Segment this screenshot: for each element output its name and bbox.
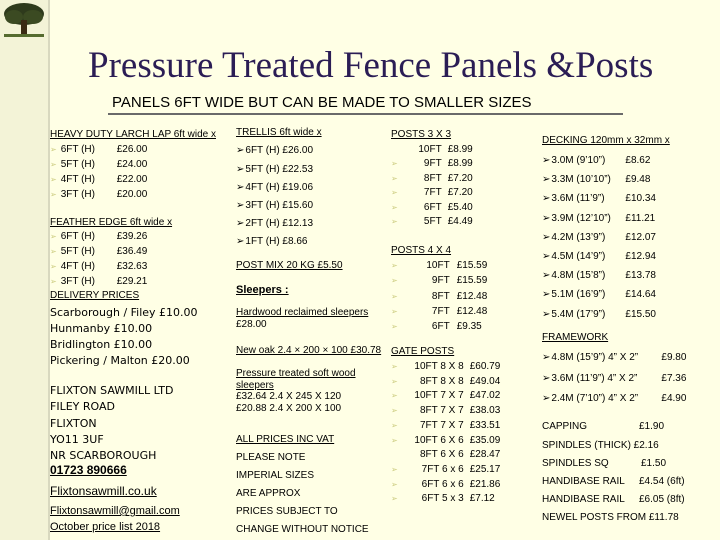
list-item: 10FT £8.99 <box>418 144 473 155</box>
list-item: ➢ 6FT (H) £26.00 <box>50 144 148 155</box>
heavy-duty-header: HEAVY DUTY LARCH LAP 6ft wide x <box>50 129 216 140</box>
price-list-date: October price list 2018 <box>50 521 161 533</box>
trellis-item: ➢1FT (H) £8.66 <box>236 236 308 247</box>
hardwood-sleepers: Hardwood reclaimed sleepers £28.00 <box>236 307 369 330</box>
list-item: ➢ 4FT (H) £32.63 <box>50 261 148 272</box>
list-item: ➢5.1M (16’9”) £14.64 <box>542 289 656 301</box>
newel-posts: NEWEL POSTS FROM £11.78 <box>542 512 679 523</box>
list-item: ➢ 6FT (H) £39.26 <box>50 231 148 242</box>
list-item: ➢ 9FT £8.99 <box>391 158 473 170</box>
list-item: ➢4.8M (15’8”) £13.78 <box>542 270 656 282</box>
email-link[interactable]: Flixtonsawmill@gmail.com <box>50 505 180 517</box>
spindles-thick: SPINDLES (THICK) £2.16 <box>542 440 659 451</box>
posts-4x4-list <box>391 258 487 334</box>
framework-header: FRAMEWORK <box>542 332 609 343</box>
post-mix: POST MIX 20 KG £5.50 <box>236 260 343 271</box>
left-sidebar-strip <box>0 0 50 540</box>
address-line: NR SCARBOROUGH <box>50 449 157 463</box>
list-item: ➢ 10FT £15.59 <box>391 260 488 271</box>
please-note: PLEASE NOTE <box>236 452 306 463</box>
list-item: ➢ 3FT (H) £29.21 <box>50 276 148 287</box>
address-line: FLIXTON SAWMILL LTD <box>50 384 174 397</box>
list-item: ➢ 5FT (H) £24.00 <box>50 159 148 170</box>
list-item: ➢ 10FT 6 X 6 £35.09 <box>391 434 501 446</box>
delivery-header: DELIVERY PRICES <box>50 290 140 301</box>
list-item: ➢4.8M (15’9”) 4” X 2” £9.80 <box>542 352 687 363</box>
capping: CAPPING £1.90 <box>542 421 665 432</box>
posts-3x3-header: POSTS 3 X 3 <box>391 129 452 140</box>
gate-posts-header: GATE POSTS <box>391 346 455 357</box>
list-item: ➢ 8FT £12.48 <box>391 290 488 302</box>
change-notice: CHANGE WITHOUT NOTICE <box>236 524 369 535</box>
list-item: ➢ 9FT £15.59 <box>391 275 488 287</box>
handrail-6ft: HANDIBASE RAIL £4.54 (6ft) <box>542 476 685 487</box>
decking-list <box>542 151 656 324</box>
list-item: ➢3.0M (9’10”) £8.62 <box>542 155 651 166</box>
tree-logo-icon <box>0 0 48 40</box>
website-link[interactable]: Flixtonsawmill.co.uk <box>50 484 157 498</box>
list-item: ➢ 5FT (H) £36.49 <box>50 246 148 257</box>
imperial-sizes: IMPERIAL SIZES <box>236 470 314 481</box>
list-item: ➢ 7FT £12.48 <box>391 305 488 317</box>
trellis-item: ➢3FT (H) £15.60 <box>236 200 314 211</box>
prices-subject: PRICES SUBJECT TO <box>236 506 338 517</box>
feather-edge-header: FEATHER EDGE 6ft wide x <box>50 217 173 228</box>
list-item: ➢ 6FT £9.35 <box>391 321 482 333</box>
address-line: YO11 3UF <box>50 432 104 446</box>
are-approx: ARE APPROX <box>236 488 301 499</box>
list-item: ➢ 7FT 6 x 6 £25.17 <box>391 463 501 475</box>
list-item: ➢3.9M (12’10”) £11.21 <box>542 212 656 224</box>
list-item: ➢5.4M (17’9”) £15.50 <box>542 308 656 320</box>
gate-posts-list <box>391 360 500 507</box>
list-item: ➢3.3M (10’10”) £9.48 <box>542 174 651 186</box>
list-item: ➢ 7FT 7 X 7 £33.51 <box>391 419 501 431</box>
trellis-item: ➢5FT (H) £22.53 <box>236 164 314 175</box>
list-item: ➢ 6FT 5 x 3 £7.12 <box>391 493 495 505</box>
list-item: ➢ 6FT 6 x 6 £21.86 <box>391 478 501 490</box>
list-item: Scarborough / Filey £10.00 <box>50 306 198 319</box>
handrail-8ft: HANDIBASE RAIL £6.05 (8ft) <box>542 494 685 505</box>
list-item: ➢ 8FT £7.20 <box>391 172 473 184</box>
list-item: ➢ 8FT 8 X 8 £49.04 <box>391 375 501 387</box>
delivery-list <box>50 305 198 369</box>
spindles-sq: SPINDLES SQ £1.50 <box>542 458 667 469</box>
list-item: ➢ 10FT 8 X 8 £60.79 <box>391 361 501 372</box>
framework-list <box>542 348 686 410</box>
list-item: ➢ 8FT 7 X 7 £38.03 <box>391 405 501 417</box>
list-item: ➢4.5M (14’9”) £12.94 <box>542 251 656 263</box>
page-subtitle: PANELS 6FT WIDE BUT CAN BE MADE TO SMALLER SIZES <box>112 94 532 111</box>
address-block <box>50 383 173 464</box>
page-title: Pressure Treated Fence Panels &Posts <box>88 45 654 86</box>
list-item: ➢2.4M (7’10”) 4” X 2” £4.90 <box>542 393 687 404</box>
list-item: Pickering / Malton £20.00 <box>50 354 190 367</box>
address-line: FLIXTON <box>50 416 97 430</box>
list-item: ➢4.2M (13’9”) £12.07 <box>542 231 656 243</box>
address-line: FILEY ROAD <box>50 400 115 414</box>
list-item: ➢3.6M (11’9”) £10.34 <box>542 193 656 205</box>
trellis-item: ➢2FT (H) £12.13 <box>236 218 314 229</box>
phone-number: 01723 890666 <box>50 463 127 477</box>
list-item: ➢ 5FT £4.49 <box>391 216 473 228</box>
list-item: ➢3.6M (11’9”) 4” X 2” £7.36 <box>542 372 687 384</box>
trellis-item: ➢6FT (H) £26.00 <box>236 145 314 156</box>
trellis-item: ➢4FT (H) £19.06 <box>236 182 314 193</box>
sleepers-header: Sleepers : <box>236 284 289 296</box>
heavy-duty-list <box>50 143 147 201</box>
feather-edge-list <box>50 230 147 288</box>
title-rule <box>108 113 623 115</box>
posts-3x3-list <box>391 143 473 229</box>
pt-softwood-sleepers: Pressure treated soft wood sleepers £32.64 2.4 X 245 X 120 £20.88 2.4 X 200 X 100 <box>236 368 356 414</box>
new-oak-sleepers: New oak 2.4 × 200 × 100 £30.78 <box>236 345 382 356</box>
list-item: Bridlington £10.00 <box>50 338 153 351</box>
decking-header: DECKING 120mm x 32mm x <box>542 135 670 146</box>
list-item: Hunmanby £10.00 <box>50 322 153 335</box>
list-item: ➢ 7FT £7.20 <box>391 187 473 199</box>
trellis-header: TRELLIS 6ft wide x <box>236 127 322 138</box>
list-item: ➢ 3FT (H) £20.00 <box>50 189 148 200</box>
list-item: ➢ 4FT (H) £22.00 <box>50 174 148 185</box>
posts-4x4-header: POSTS 4 X 4 <box>391 245 452 256</box>
list-item: ➢ 6FT £5.40 <box>391 201 473 213</box>
list-item: 8FT 6 X 6 £28.47 <box>419 449 501 461</box>
all-prices-vat: ALL PRICES INC VAT <box>236 434 335 445</box>
list-item: ➢ 10FT 7 X 7 £47.02 <box>391 390 501 402</box>
